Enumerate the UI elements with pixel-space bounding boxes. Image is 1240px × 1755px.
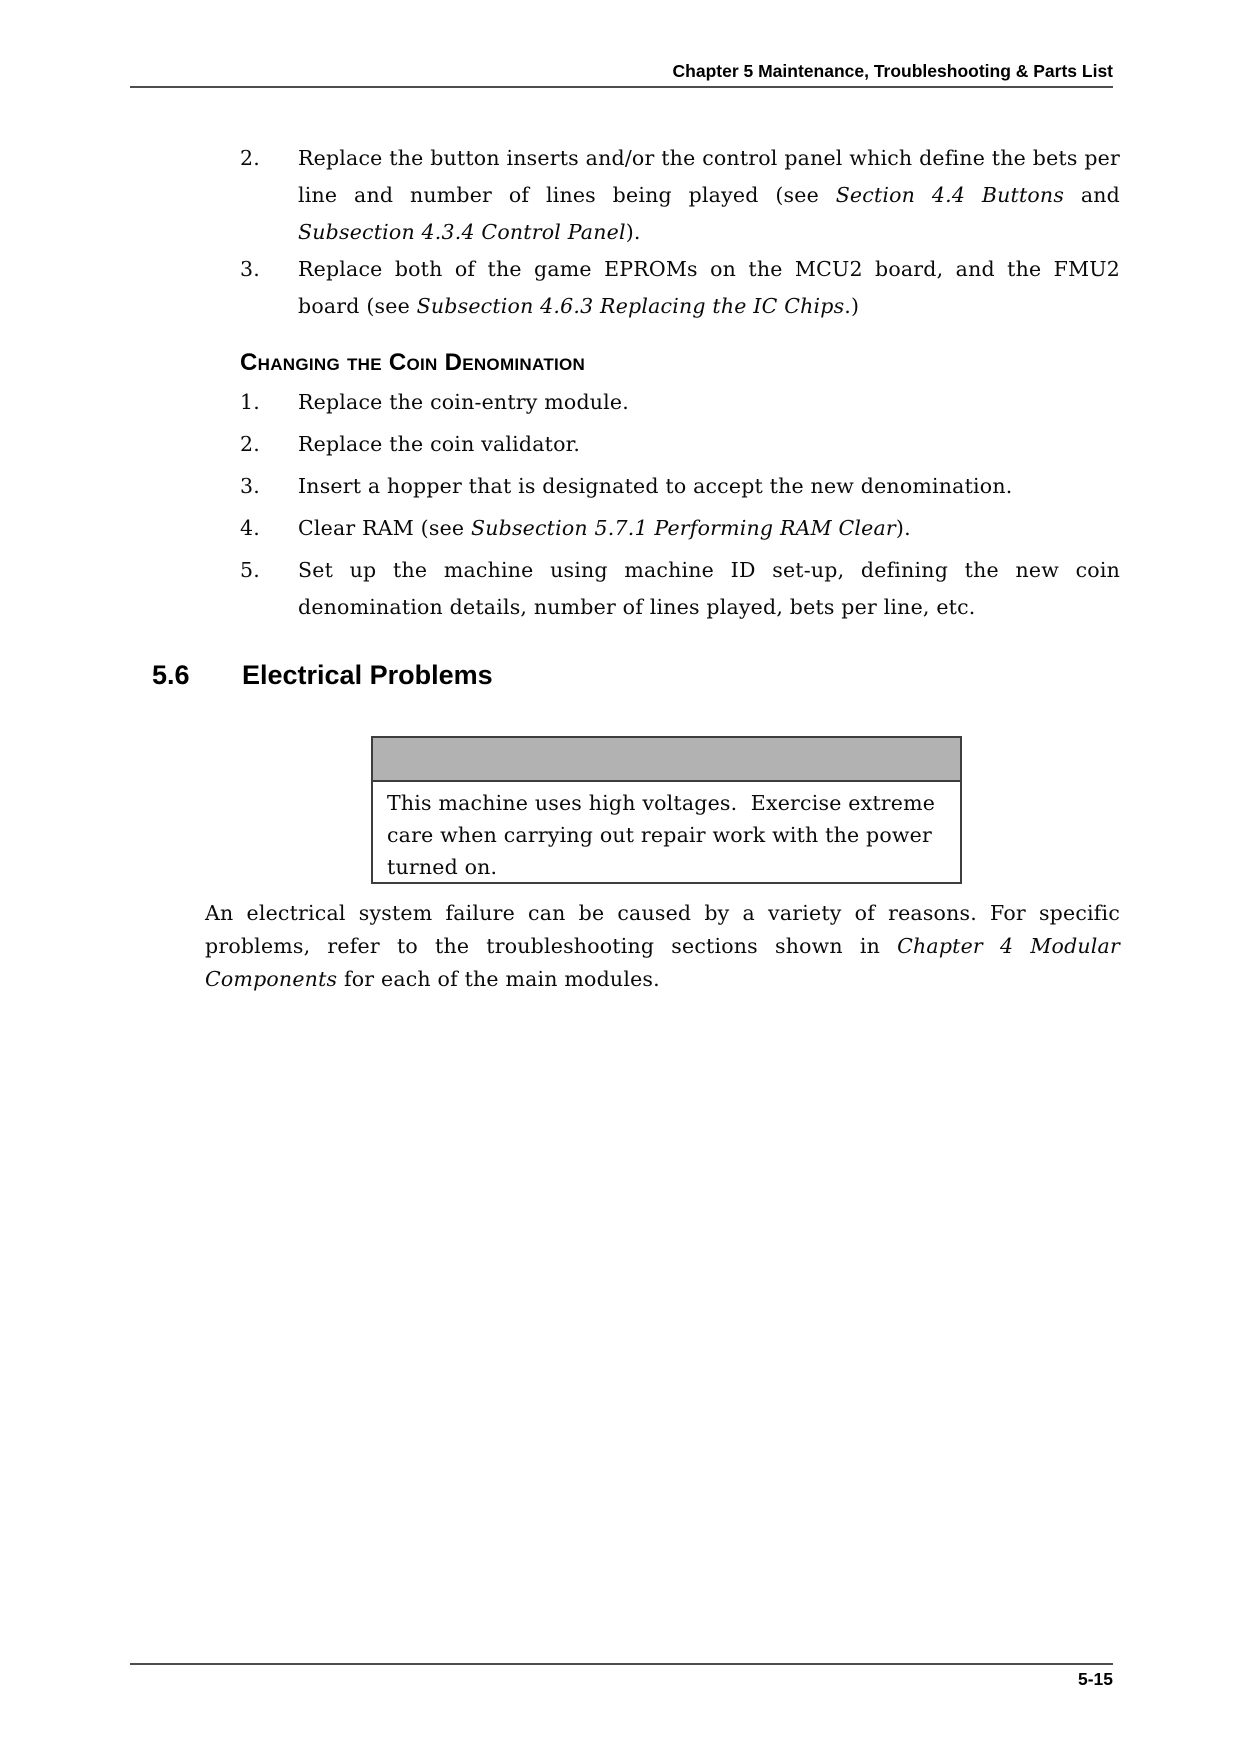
warning-box-header-band [373,738,960,782]
body-paragraph: An electrical system failure can be caused by a variety of reasons. For specific problems, refer to the troubleshooting sections shown in Chapter 4 Modular Components for each of the main modules. [205,901,1120,991]
list-item-number: 3. [240,474,260,498]
list-item-number: 5. [240,558,260,582]
section-title: Electrical Problems [242,660,493,690]
list-item-text: Clear RAM (see Subsection 5.7.1 Performing RAM Clear). [298,516,911,540]
list-item-text: Replace both of the game EPROMs on the MCU2 board, and the FMU2 board (see Subsection 4.6.3 Replacing the IC Chips.) [298,257,1120,318]
section-heading-electrical-problems [152,660,493,691]
list-item-text: Insert a hopper that is designated to accept the new denomination. [298,474,1013,498]
warning-box-text: This machine uses high voltages. Exercise extreme care when carrying out repair work with the power turned on. [387,791,942,879]
list-item [240,426,1120,463]
list-item [240,510,1120,547]
numbered-list-continuation [240,140,1120,325]
subheading-changing-coin-denomination: Changing the Coin Denomination [240,349,586,376]
warning-box [371,736,962,884]
list-item [240,140,1120,251]
list-item [240,384,1120,421]
list-item-text: Set up the machine using machine ID set-up, defining the new coin denomination details, number of lines played, bets per line, etc. [298,558,1120,619]
section-number: 5.6 [152,660,190,690]
list-item [240,552,1120,626]
list-item [240,468,1120,505]
footer-rule [130,1663,1113,1665]
list-item-number: 4. [240,516,260,540]
page-header-title: Chapter 5 Maintenance, Troubleshooting & Parts List [672,61,1113,81]
list-item-number: 1. [240,390,260,414]
numbered-list-coin-denomination [240,384,1120,631]
list-item-text: Replace the coin validator. [298,432,581,456]
list-item-text: Replace the button inserts and/or the control panel which define the bets per line and number of lines being played (see Section 4.4 Buttons and Subsection 4.3.4 Control Panel). [298,146,1120,244]
list-item-number: 3. [240,257,260,281]
list-item [240,251,1120,325]
header-rule [130,86,1113,88]
list-item-number: 2. [240,432,260,456]
list-item-number: 2. [240,146,260,170]
list-item-text: Replace the coin-entry module. [298,390,629,414]
page-number: 5-15 [1077,1669,1113,1689]
